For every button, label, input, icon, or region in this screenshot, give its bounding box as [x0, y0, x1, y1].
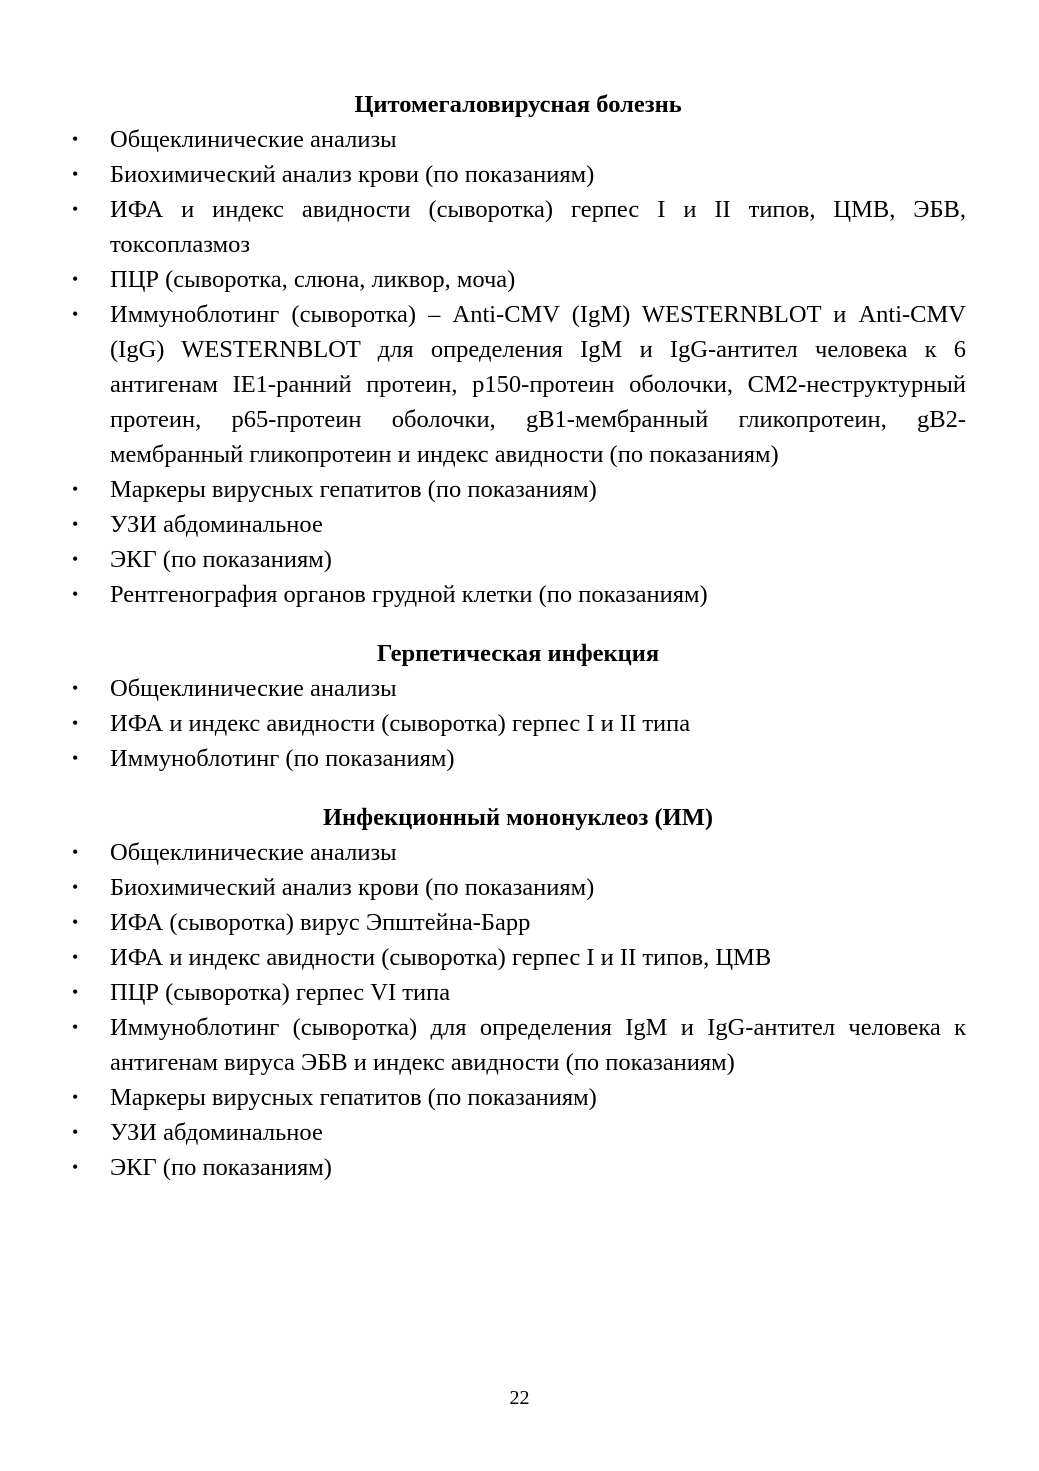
bullet-icon: •	[72, 304, 79, 324]
bullet-icon: •	[72, 982, 79, 1002]
item-list	[70, 835, 966, 1185]
section-herpes	[70, 636, 966, 776]
list-item	[70, 577, 966, 612]
item-text: Общеклинические анализы	[110, 126, 397, 153]
bullet-icon: •	[72, 1017, 79, 1037]
bullet-icon: •	[72, 678, 79, 698]
item-text: Маркеры вирусных гепатитов (по показаниям)	[110, 1084, 597, 1111]
list-item	[70, 297, 966, 472]
section-cmv	[70, 87, 966, 612]
bullet-icon: •	[72, 912, 79, 932]
bullet-icon: •	[72, 947, 79, 967]
list-item	[70, 1115, 966, 1150]
item-text: ИФА и индекс авидности (сыворотка) герпес I и II типов, ЦМВ	[110, 944, 772, 971]
list-item	[70, 905, 966, 940]
list-item	[70, 1080, 966, 1115]
section-title: Герпетическая инфекция	[376, 640, 660, 667]
item-list	[70, 122, 966, 612]
item-text: Иммуноблотинг (сыворотка) для определения IgM и IgG-антител человека к антигенам вируса ЭБВ и индекс авидности (по показаниям)	[110, 1014, 966, 1076]
item-text: Биохимический анализ крови (по показаниям)	[110, 161, 595, 188]
list-item	[70, 671, 966, 706]
list-item	[70, 192, 966, 262]
section-title: Цитомегаловирусная болезнь	[354, 91, 682, 118]
item-text: ИФА и индекс авидности (сыворотка) герпес I и II типа	[110, 710, 691, 737]
bullet-icon: •	[72, 514, 79, 534]
bullet-icon: •	[72, 269, 79, 289]
page-content	[70, 87, 966, 1185]
list-item	[70, 157, 966, 192]
bullet-icon: •	[72, 199, 79, 219]
item-text: ЭКГ (по показаниям)	[110, 546, 332, 573]
list-item	[70, 1150, 966, 1185]
bullet-icon: •	[72, 479, 79, 499]
list-item	[70, 262, 966, 297]
list-item	[70, 1010, 966, 1080]
bullet-icon: •	[72, 1122, 79, 1142]
list-item	[70, 706, 966, 741]
item-text: ИФА и индекс авидности (сыворотка) герпес I и II типов, ЦМВ, ЭБВ, токсоплазмоз	[110, 196, 966, 258]
page-number: 22	[509, 1387, 530, 1409]
list-item	[70, 940, 966, 975]
item-text: ПЦР (сыворотка) герпес VI типа	[110, 979, 451, 1006]
section-mononucleosis	[70, 800, 966, 1185]
item-text: УЗИ абдоминальное	[110, 511, 323, 538]
bullet-icon: •	[72, 1157, 79, 1177]
item-text: УЗИ абдоминальное	[110, 1119, 323, 1146]
item-text: ИФА (сыворотка) вирус Эпштейна-Барр	[110, 909, 531, 936]
item-text: Иммуноблотинг (по показаниям)	[110, 745, 455, 772]
list-item	[70, 835, 966, 870]
list-item	[70, 542, 966, 577]
list-item	[70, 870, 966, 905]
item-list	[70, 671, 966, 776]
list-item	[70, 507, 966, 542]
item-text: Иммуноблотинг (сыворотка) – Anti-CMV (IgM) WESTERNBLOT и Anti-CMV (IgG) WESTERNBLOT для определения IgM и IgG-антител человека к 6 антигенам IE1-ранний протеин, p150-протеин оболочки, CM2-неструктурный протеин, p65-протеин оболочки, gB1-мембранный гликопротеин, gB2-мембранный гликопротеин и индекс авидности (по показаниям)	[110, 301, 966, 468]
bullet-icon: •	[72, 877, 79, 897]
item-text: Общеклинические анализы	[110, 675, 397, 702]
item-text: Маркеры вирусных гепатитов (по показаниям)	[110, 476, 597, 503]
list-item	[70, 122, 966, 157]
bullet-icon: •	[72, 842, 79, 862]
bullet-icon: •	[72, 748, 79, 768]
bullet-icon: •	[72, 129, 79, 149]
bullet-icon: •	[72, 713, 79, 733]
bullet-icon: •	[72, 164, 79, 184]
list-item	[70, 472, 966, 507]
item-text: Рентгенография органов грудной клетки (по показаниям)	[110, 581, 708, 608]
item-text: Общеклинические анализы	[110, 839, 397, 866]
bullet-icon: •	[72, 549, 79, 569]
bullet-icon: •	[72, 584, 79, 604]
section-title: Инфекционный мононуклеоз (ИМ)	[322, 804, 713, 831]
bullet-icon: •	[72, 1087, 79, 1107]
list-item	[70, 975, 966, 1010]
item-text: ЭКГ (по показаниям)	[110, 1154, 332, 1181]
list-item	[70, 741, 966, 776]
item-text: ПЦР (сыворотка, слюна, ликвор, моча)	[110, 266, 516, 293]
item-text: Биохимический анализ крови (по показаниям)	[110, 874, 595, 901]
